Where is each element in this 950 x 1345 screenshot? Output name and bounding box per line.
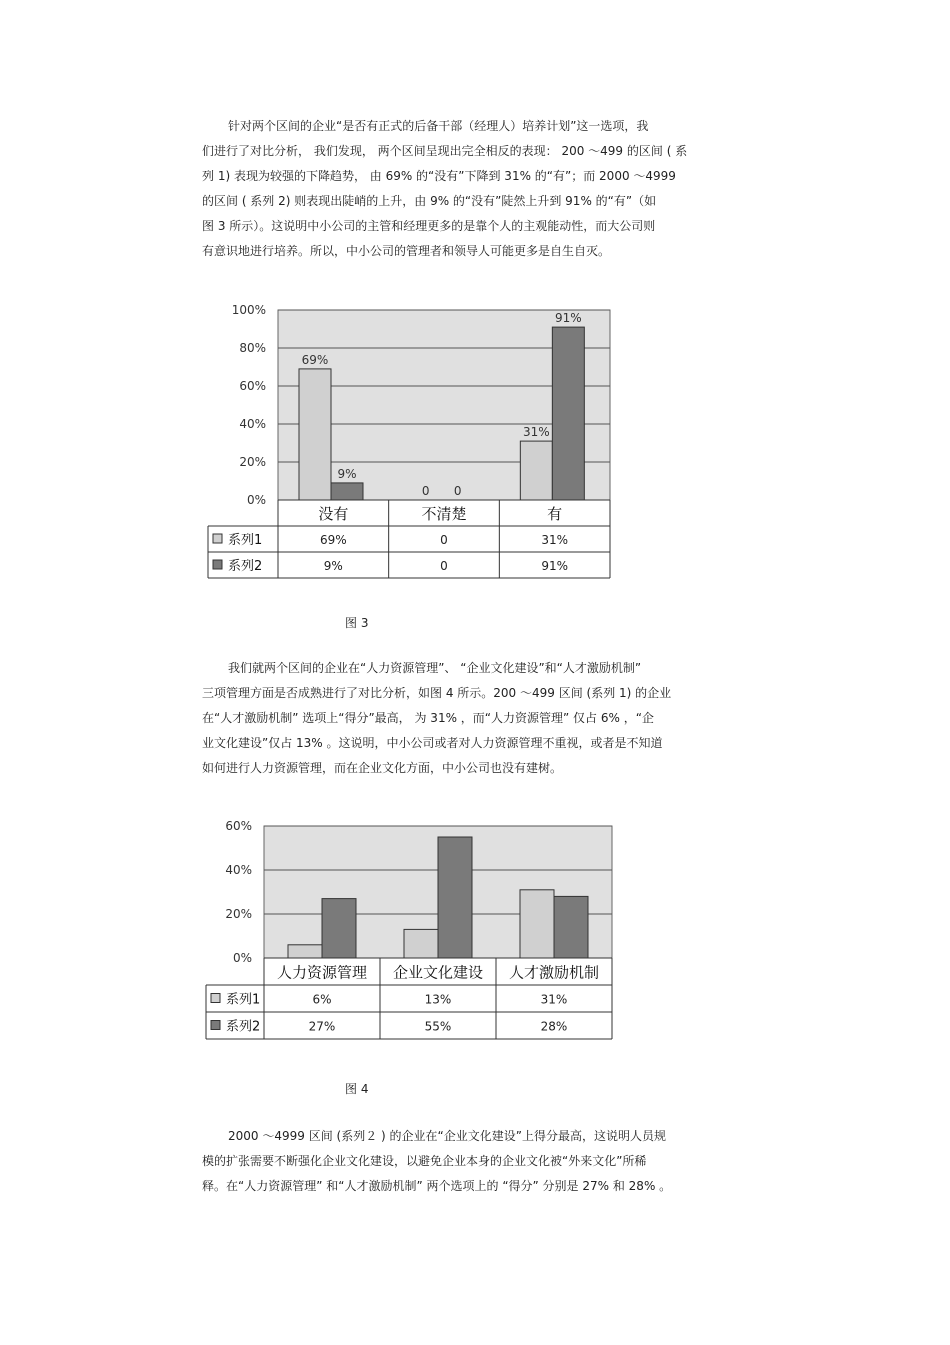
bar bbox=[520, 890, 554, 958]
legend-label: 系列1 bbox=[226, 992, 261, 1008]
table-cell: 9% bbox=[323, 559, 343, 573]
table-cell: 91% bbox=[541, 559, 569, 573]
table-cell: 0 bbox=[440, 533, 448, 547]
y-tick-label: 80% bbox=[239, 341, 266, 355]
table-cell: 55% bbox=[424, 1019, 452, 1034]
table-cell: 31% bbox=[541, 533, 569, 547]
category-label: 企业文化建设 bbox=[392, 963, 484, 982]
paragraph-2 bbox=[202, 656, 750, 781]
legend-swatch bbox=[213, 560, 222, 569]
y-tick-label: 20% bbox=[225, 907, 252, 921]
paragraph-line: 在“人才激励机制” 选项上“得分”最高， 为 31% ，而“人力资源管理” 仅占 6% ，“企 bbox=[202, 711, 654, 725]
paragraph-3 bbox=[202, 1124, 750, 1199]
paragraph-line: 有意识地进行培养。所以，中小公司的管理者和领导人可能更多是自生自灭。 bbox=[202, 244, 611, 258]
paragraph-line: 释。在“人力资源管理” 和“人才激励机制” 两个选项上的 “得分” 分别是 27% 和 28% 。 bbox=[202, 1179, 672, 1193]
table-cell: 27% bbox=[308, 1019, 336, 1034]
legend-swatch bbox=[211, 994, 220, 1003]
legend-label: 系列2 bbox=[228, 559, 263, 574]
y-tick-label: 100% bbox=[231, 303, 266, 317]
y-tick-label: 0% bbox=[232, 951, 252, 965]
table-cell: 69% bbox=[319, 533, 347, 547]
figure-3-chart bbox=[200, 298, 620, 588]
category-label: 有 bbox=[547, 505, 563, 523]
bar bbox=[331, 483, 363, 500]
paragraph-line: 三项管理方面是否成熟进行了对比分析，如图 4 所示。200 ～499 区间 (系列 1) 的企业 bbox=[202, 686, 672, 700]
bar bbox=[322, 899, 356, 958]
paragraph-line: 列 1) 表现为较强的下降趋势， 由 69% 的“没有”下降到 31% 的“有”；而 2000 ～4999 bbox=[202, 169, 676, 183]
table-cell: 13% bbox=[424, 992, 452, 1007]
paragraph-line: 的区间 ( 系列 2) 则表现出陡峭的上升，由 9% 的“没有”陡然上升到 91% 的“有”（如 bbox=[202, 194, 657, 208]
figure-3-caption: 图 3 bbox=[345, 616, 369, 630]
y-tick-label: 20% bbox=[239, 455, 266, 469]
bar bbox=[520, 441, 552, 500]
bar bbox=[299, 369, 331, 500]
table-cell: 0 bbox=[440, 559, 448, 573]
data-label: 0 bbox=[453, 484, 462, 498]
y-tick-label: 0% bbox=[246, 493, 266, 507]
category-label: 人才激励机制 bbox=[508, 963, 600, 982]
legend-swatch bbox=[211, 1021, 220, 1030]
data-label: 31% bbox=[522, 425, 550, 440]
paragraph-1 bbox=[202, 114, 750, 264]
bar bbox=[554, 896, 588, 958]
data-label: 0 bbox=[421, 484, 430, 498]
data-label: 9% bbox=[337, 466, 357, 481]
paragraph-line: 如何进行人力资源管理，而在企业文化方面，中小公司也没有建树。 bbox=[202, 761, 563, 775]
data-label: 91% bbox=[554, 311, 582, 326]
y-tick-label: 60% bbox=[225, 819, 252, 833]
bar bbox=[552, 327, 584, 500]
paragraph-line: 模的扩张需要不断强化企业文化建设，以避免企业本身的企业文化被“外来文化”所稀 bbox=[202, 1154, 647, 1168]
y-tick-label: 40% bbox=[239, 417, 266, 431]
paragraph-line: 业文化建设”仅占 13% 。这说明，中小公司或者对人力资源管理不重视，或者是不知道 bbox=[202, 736, 663, 750]
legend-label: 系列1 bbox=[228, 533, 263, 548]
y-tick-label: 60% bbox=[239, 379, 266, 393]
category-label: 没有 bbox=[318, 505, 349, 523]
bar bbox=[438, 837, 472, 958]
paragraph-line: 我们就两个区间的企业在“人力资源管理”、 “企业文化建设”和“人才激励机制” bbox=[228, 661, 642, 675]
bar bbox=[288, 945, 322, 958]
paragraph-line: 2000 ～4999 区间 (系列２ ) 的企业在“企业文化建设”上得分最高，这说明人员规 bbox=[228, 1129, 666, 1143]
bar bbox=[404, 929, 438, 958]
data-label: 69% bbox=[301, 352, 329, 367]
figure-4-chart bbox=[200, 816, 620, 1046]
category-label: 不清楚 bbox=[421, 505, 467, 523]
table-cell: 28% bbox=[540, 1019, 568, 1034]
legend-label: 系列2 bbox=[226, 1019, 261, 1035]
paragraph-line: 图 3 所示）。这说明中小公司的主管和经理更多的是靠个人的主观能动性，而大公司则 bbox=[202, 219, 656, 233]
table-cell: 6% bbox=[312, 992, 332, 1007]
table-cell: 31% bbox=[540, 992, 568, 1007]
legend-swatch bbox=[213, 534, 222, 543]
paragraph-line: 们进行了对比分析， 我们发现， 两个区间呈现出完全相反的表现： 200 ～499 的区间 ( 系 bbox=[202, 144, 688, 158]
y-tick-label: 40% bbox=[225, 863, 252, 877]
category-label: 人力资源管理 bbox=[276, 963, 368, 982]
paragraph-line: 针对两个区间的企业“是否有正式的后备干部（经理人）培养计划”这一选项，我 bbox=[228, 119, 649, 133]
figure-4-caption: 图 4 bbox=[345, 1082, 369, 1096]
